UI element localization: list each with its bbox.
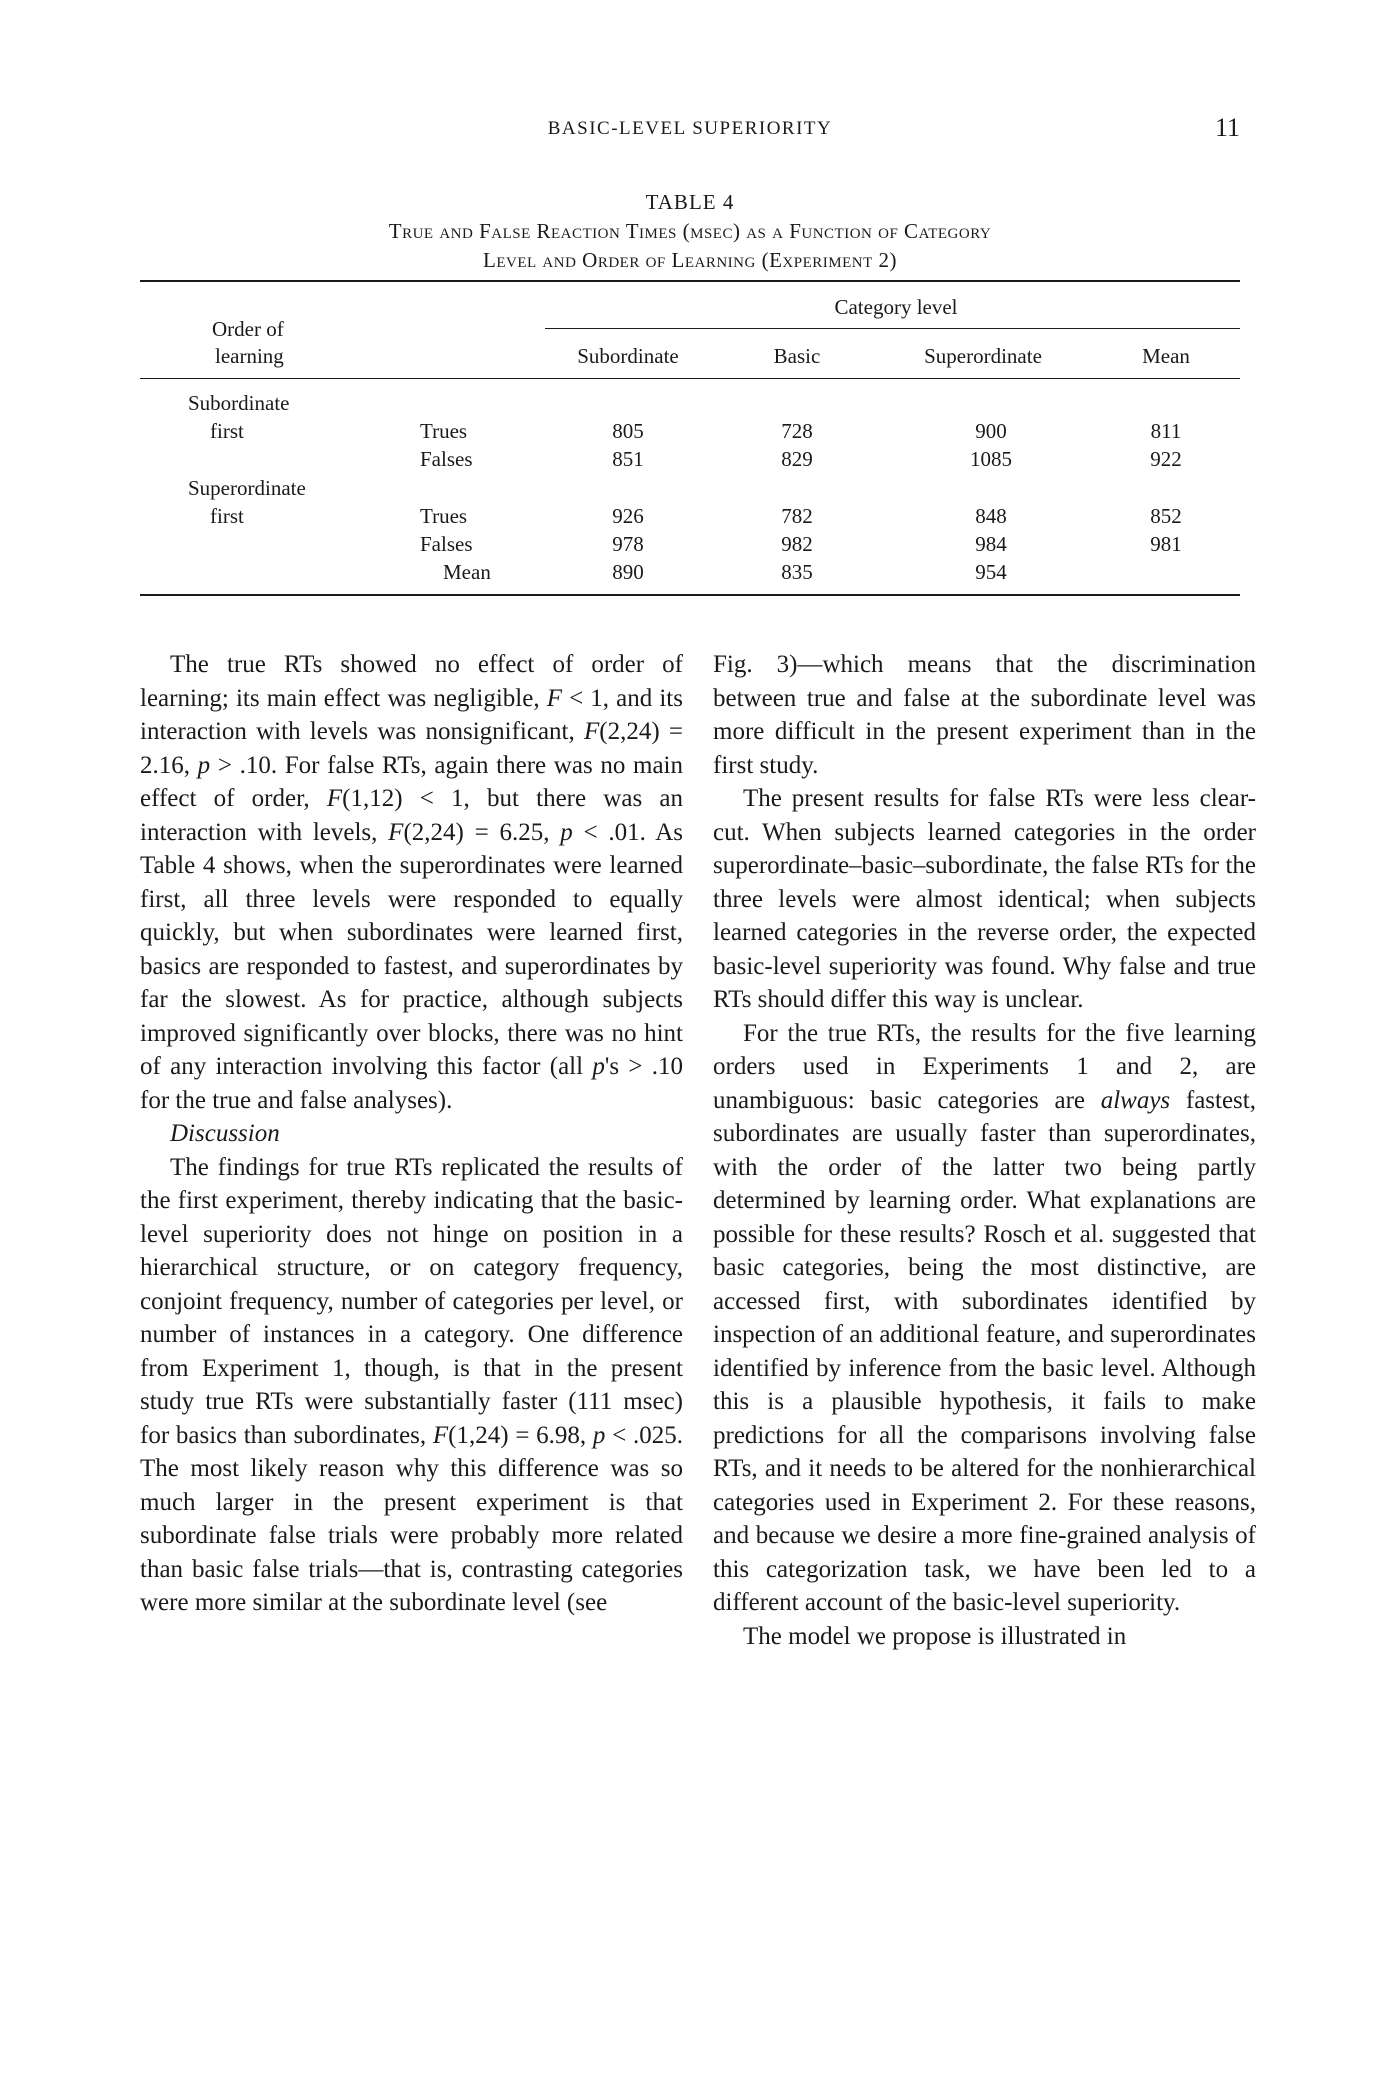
table-title-line1: True and False Reaction Times (msec) as a Function of Category — [388, 219, 992, 243]
table-top-rule — [140, 280, 1240, 282]
column-header-superordinate: Superordinate — [924, 344, 1042, 368]
group-label-line1: Subordinate — [188, 391, 290, 415]
table-title-line2: Level and Order of Learning (Experiment 2) — [483, 248, 897, 272]
table-cell: 890 — [612, 560, 644, 584]
mean-row-label: Mean — [443, 560, 491, 584]
paragraph: The model we propose is illustrated in — [743, 1622, 1127, 1650]
table-cell: 851 — [612, 447, 644, 471]
table-cell: 922 — [1150, 447, 1182, 471]
table-bottom-rule — [140, 594, 1240, 596]
table-cell: 954 — [975, 560, 1007, 584]
table-cell: 848 — [975, 504, 1007, 528]
table-label: TABLE 4 — [645, 190, 735, 214]
row-label: Trues — [420, 504, 468, 528]
section-heading-discussion: Discussion — [170, 1120, 280, 1147]
table-cell: 984 — [975, 532, 1007, 556]
table-cell: 900 — [975, 419, 1007, 443]
table-cell: 1085 — [970, 447, 1012, 471]
table-cell: 782 — [781, 504, 813, 528]
table-cell: 811 — [1150, 419, 1182, 443]
paragraph: For the true RTs, the results for the five learning orders used in Experiments 1 and 2, are unambiguous: basic categories are always fastest, subordinates are usually faster than superordinates, with the order of the latter two being partly determined by learning order. What explanations are possible for these results? Rosch et al. suggested that basic categories, being the most distinctive, are accessed first, with subordinates identified by inspection of an additional feature, and superordinates identified by inference from the basic level. Although this is a plausible hypothesis, it fails to make predictions for all the comparisons involving false RTs, and it needs to be altered for the nonhierarchical categories used in Experiment 2. For these reasons, and because we desire a more fine-grained analysis of this categorization task, we have been led to a different account of the basic-level superiority. — [713, 1019, 1256, 1616]
paragraph: Fig. 3)—which means that the discrimination between true and false at the subordinate level was more difficult in the present experiment than in the first study. — [713, 651, 1256, 779]
group-label-line2: first — [210, 504, 244, 528]
body-column-right — [713, 648, 1256, 1653]
table-cell: 981 — [1150, 532, 1182, 556]
table-cell: 978 — [612, 532, 644, 556]
column-header-subordinate: Subordinate — [577, 344, 679, 368]
table-cell: 829 — [781, 447, 813, 471]
row-header-line2: learning — [215, 344, 284, 368]
table-caption — [140, 188, 1240, 275]
row-label: Falses — [420, 532, 473, 556]
table-cell: 852 — [1150, 504, 1182, 528]
running-head: BASIC-LEVEL SUPERIORITY — [547, 118, 833, 139]
group-label-line1: Superordinate — [188, 476, 306, 500]
table-cell: 805 — [612, 419, 644, 443]
paragraph: The true RTs showed no effect of order of learning; its main effect was negligible, F < 1, and its interaction with levels was nonsignificant, F(2,24) = 2.16, p > .10. For false RTs, again there was no main effect of order, F(1,12) < 1, but there was an interaction with levels, F(2,24) = 6.25, p < .01. As Table 4 shows, when the superordinates were learned first, all three levels were responded to equally quickly, but when subordinates were learned first, basics are responded to fastest, and superordinates by far the slowest. As for practice, although subjects improved significantly over blocks, there was no hint of any interaction involving this factor (all p's > .10 for the true and false analyses). — [140, 651, 684, 1114]
category-level-spanner: Category level — [834, 295, 958, 319]
row-header-line1: Order of — [212, 317, 284, 341]
column-header-basic: Basic — [773, 344, 821, 368]
table-header-rule — [140, 378, 1240, 379]
category-level-rule — [545, 328, 1240, 329]
table-cell: 728 — [781, 419, 813, 443]
group-label-line2: first — [210, 419, 244, 443]
row-label: Falses — [420, 447, 473, 471]
paragraph: The findings for true RTs replicated the results of the first experiment, thereby indicating that the basic-level superiority does not hinge on position in a hierarchical structure, or on category frequency, conjoint frequency, number of categories per level, or number of instances in a category. One difference from Experiment 1, though, is that in the present study true RTs were substantially faster (111 msec) for basics than subordinates, F(1,24) = 6.98, p < .025. The most likely reason why this difference was so much larger in the present experiment is that subordinate false trials were probably more related than basic false trials—that is, contrasting categories were more similar at the subordinate level (see — [140, 1153, 683, 1616]
table-cell: 835 — [781, 560, 813, 584]
row-label: Trues — [420, 419, 468, 443]
table-cell: 982 — [781, 532, 813, 556]
body-column-left — [140, 648, 683, 1620]
column-header-mean: Mean — [1142, 344, 1190, 368]
page-number: 11 — [1214, 113, 1240, 142]
table-cell: 926 — [612, 504, 644, 528]
paragraph: The present results for false RTs were less clear-cut. When subjects learned categories in the order superordinate–basic–subordinate, the false RTs for the three levels were almost identical; when subjects learned categories in the reverse order, the expected basic-level superiority was found. Why false and true RTs should differ this way is unclear. — [713, 785, 1256, 1013]
